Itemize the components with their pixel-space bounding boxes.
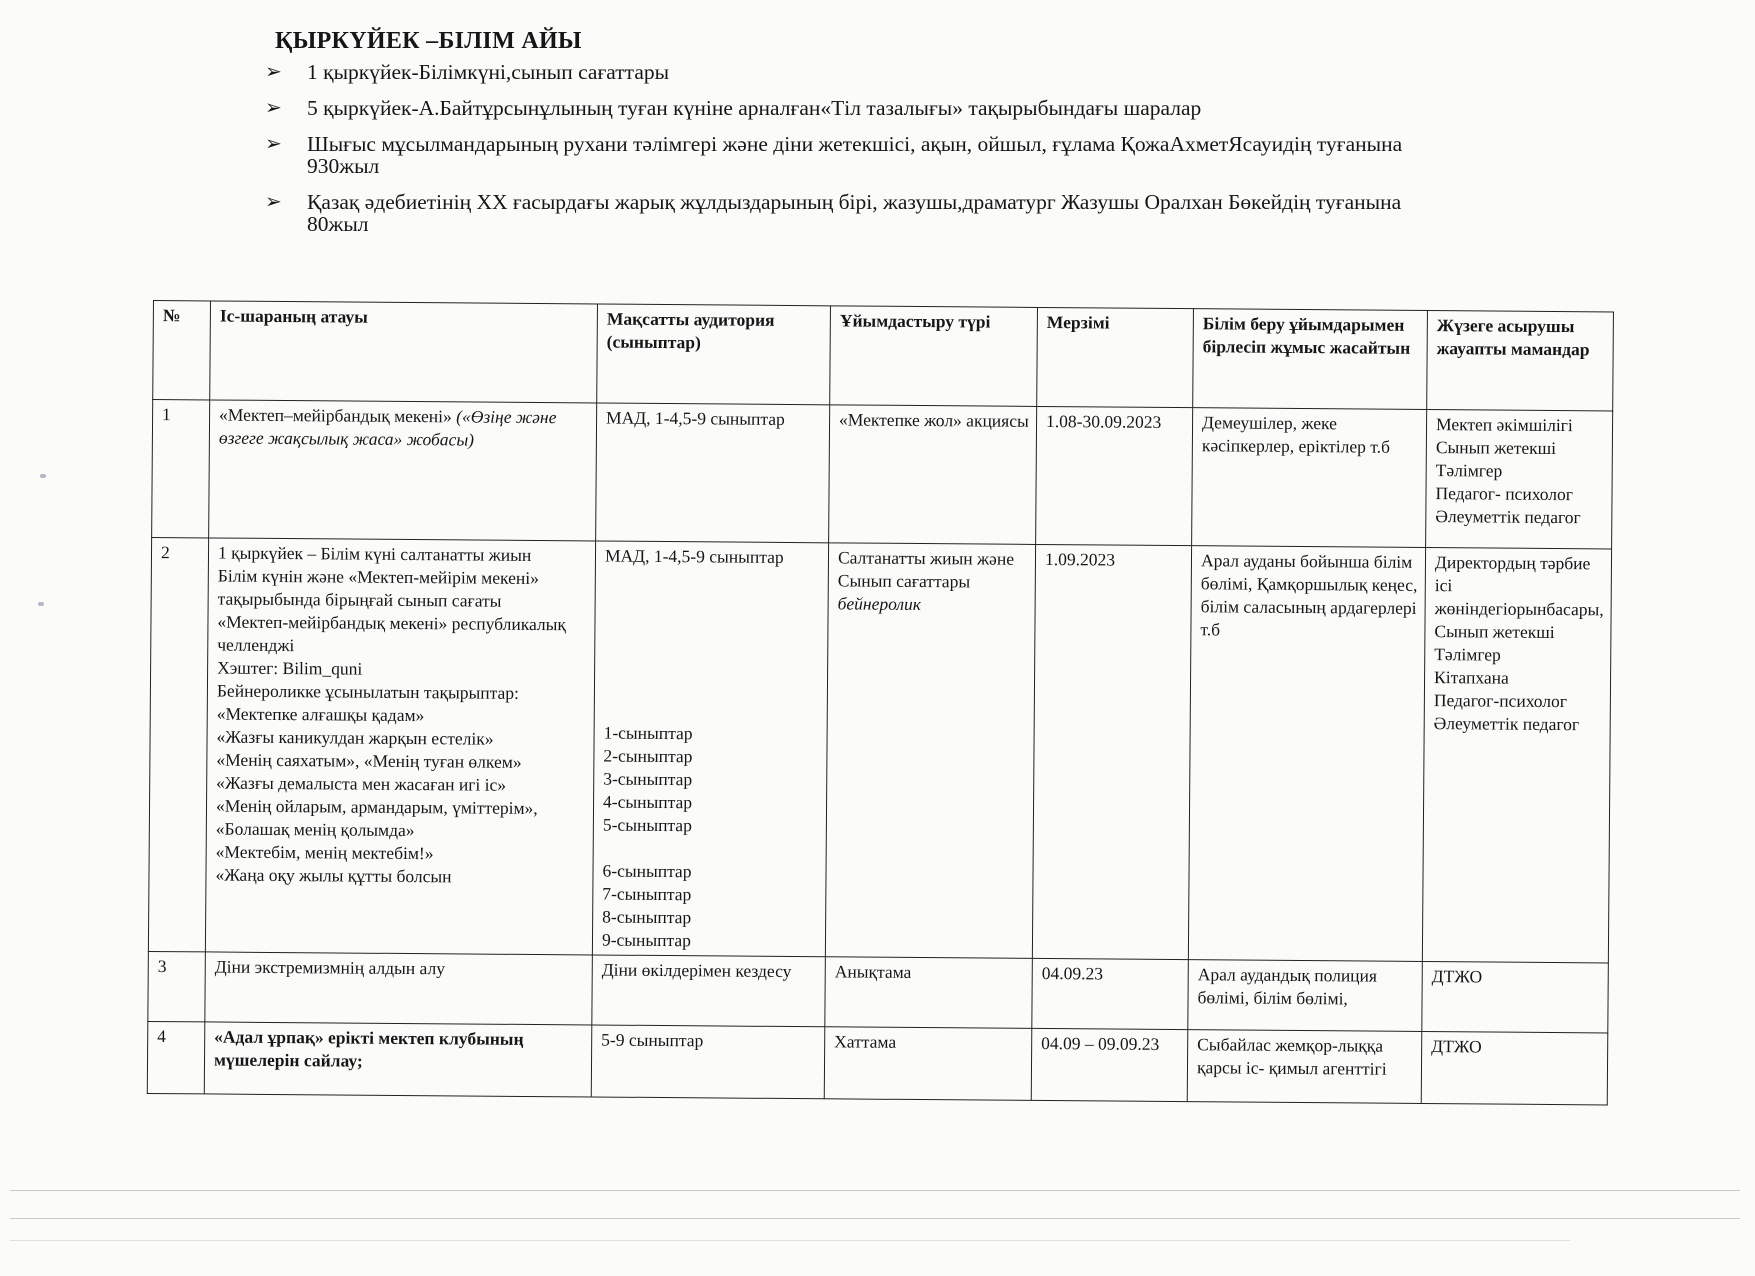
cell-event-name (209, 400, 597, 541)
table-row (148, 951, 1609, 1032)
bullet-item: ➢ 5 қыркүйек-А.Байтұрсынұлының туған күніне арналған«Тіл тазалығы» тақырыбындағы шаралар (265, 95, 1202, 120)
cell-event-name: Діни экстремизмнің алдын алу (205, 952, 593, 1025)
arrow-bullet-icon: ➢ (265, 59, 282, 83)
header-responsible: Жүзеге асырушы жауапты мамандар (1427, 311, 1614, 411)
cell-partners: Арал аудандық полиция бөлімі, білім бөлімі, (1188, 960, 1423, 1032)
cell-responsible: ДТЖО (1422, 961, 1609, 1032)
cell-number: 4 (147, 1021, 205, 1093)
arrow-bullet-icon: ➢ (265, 95, 282, 119)
scan-speck (40, 474, 46, 478)
cell-event-name: 1 қыркүйек – Білім күні салтанатты жиын Білім күнін және «Мектеп-мейірім мекені» тақырыбында бірыңғай сынып сағаты «Мектеп-мейірбандық мекені» республикалық челленджі Хэштег: Bilim_quni Бейнероликке ұсынылатын тақырыптар: «Мектепке алғашқы қадам» «Жазғы каникулдан жарқын естелік» «Менің саяхатым», «Менің туған өлкем» «Жазғы демалыста мен жасаған игі іс» «Менің ойларым, армандарым, үміттерім», «Болашақ менің қолымда» «Мектебім, менің мектебім!» «Жаңа оқу жылы құтты болсын (205, 538, 595, 955)
cell-number: 2 (148, 537, 208, 951)
event-bullet-list (265, 61, 1465, 235)
scan-speck (38, 602, 44, 606)
cell-audience: 5-9 сыныптар (591, 1025, 825, 1099)
scan-line (10, 1240, 1570, 1241)
table-header-row (153, 301, 1614, 411)
event-name-text: «Мектеп–мейірбандық мекені» (219, 404, 452, 427)
cell-form: Салтанатты жиын және Сынып сағаттары бейнеролик (825, 543, 1035, 959)
cell-form: «Мектепке жол» акциясы (829, 405, 1037, 545)
scan-line (10, 1190, 1740, 1191)
cell-date: 1.09.2023 (1032, 544, 1191, 959)
header-date: Мерзімі (1037, 307, 1194, 407)
table-row (147, 1021, 1608, 1104)
cell-form: Анықтама (825, 957, 1033, 1029)
cell-partners: Арал ауданы бойынша білім бөлімі, Қамқоршылық кеңес, білім саласының ардагерлері т.б (1188, 546, 1425, 962)
cell-form: Хаттама (824, 1027, 1032, 1101)
cell-number: 1 (152, 400, 210, 538)
header-event-name: Іс-шараның атауы (210, 301, 598, 403)
cell-partners: Демеушілер, жеке кәсіпкерлер, еріктілер т.б (1192, 408, 1427, 548)
scan-line (10, 1218, 1740, 1219)
header-section (265, 28, 1465, 249)
header-number: № (153, 301, 211, 400)
cell-date: 04.09 – 09.09.23 (1031, 1028, 1188, 1101)
events-plan-table (147, 300, 1614, 1105)
header-audience: Мақсатты аудитория (сыныптар) (597, 304, 831, 405)
cell-responsible: Директордың тәрбие ісі жөніндегіорынбасары, Сынып жетекші Тәлімгер Кітапхана Педагог-психолог Әлеуметтік педагог (1422, 548, 1611, 963)
header-partners: Білім беру ұйымдарымен бірлесіп жұмыс жасайтын (1193, 309, 1428, 410)
cell-audience: МАД, 1-4,5-9 сыныптар (596, 403, 830, 543)
cell-audience: Діни өкілдерімен кездесу (592, 955, 826, 1027)
table-row (148, 537, 1611, 962)
month-title: ҚЫРКҮЙЕК –БІЛІМ АЙЫ (275, 28, 582, 54)
bullet-item: ➢ Шығыс мұсылмандарының рухани тәлімгері және діни жетекшісі, ақын, ойшыл, ғұлама ҚожаАхметЯсауидің туғанына 930жыл (265, 131, 1403, 178)
event-name-italic: («Өзіңе және өзгеге жақсылық жаса» жобасы) (218, 406, 557, 450)
cell-date: 04.09.23 (1032, 958, 1189, 1029)
bullet-item: ➢ 1 қыркүйек-Білімкүні,сынып сағаттары (265, 59, 670, 84)
cell-date: 1.08-30.09.2023 (1036, 406, 1193, 545)
cell-audience: МАД, 1-4,5-9 сыныптар 1-сыныптар 2-сыныптар 3-сыныптар 4-сыныптар 5-сыныптар 6-сыныптар 7-сыныптар 8-сыныптар 9-сыныптар (592, 541, 828, 957)
cell-number: 3 (148, 951, 206, 1021)
bullet-item: ➢ Қазақ әдебиетінің XX ғасырдағы жарық жұлдыздарының бірі, жазушы,драматург Жазушы Оралхан Бөкейдің туғанына 80жыл (265, 189, 1402, 236)
cell-responsible: ДТЖО (1421, 1031, 1608, 1104)
cell-responsible: Мектеп әкімшілігі Сынып жетекші Тәлімгер Педагог- психолог Әлеуметтік педагог (1426, 410, 1613, 549)
header-form: Ұйымдастыру түрі (830, 306, 1038, 407)
cell-event-name: «Адал ұрпақ» ерікті мектеп клубының мүшелерін сайлау; (204, 1022, 592, 1097)
arrow-bullet-icon: ➢ (265, 131, 282, 155)
cell-partners: Сыбайлас жемқор-лыққа қарсы іс- қимыл агенттігі (1187, 1030, 1422, 1104)
table-row (152, 400, 1613, 549)
arrow-bullet-icon: ➢ (265, 189, 282, 213)
